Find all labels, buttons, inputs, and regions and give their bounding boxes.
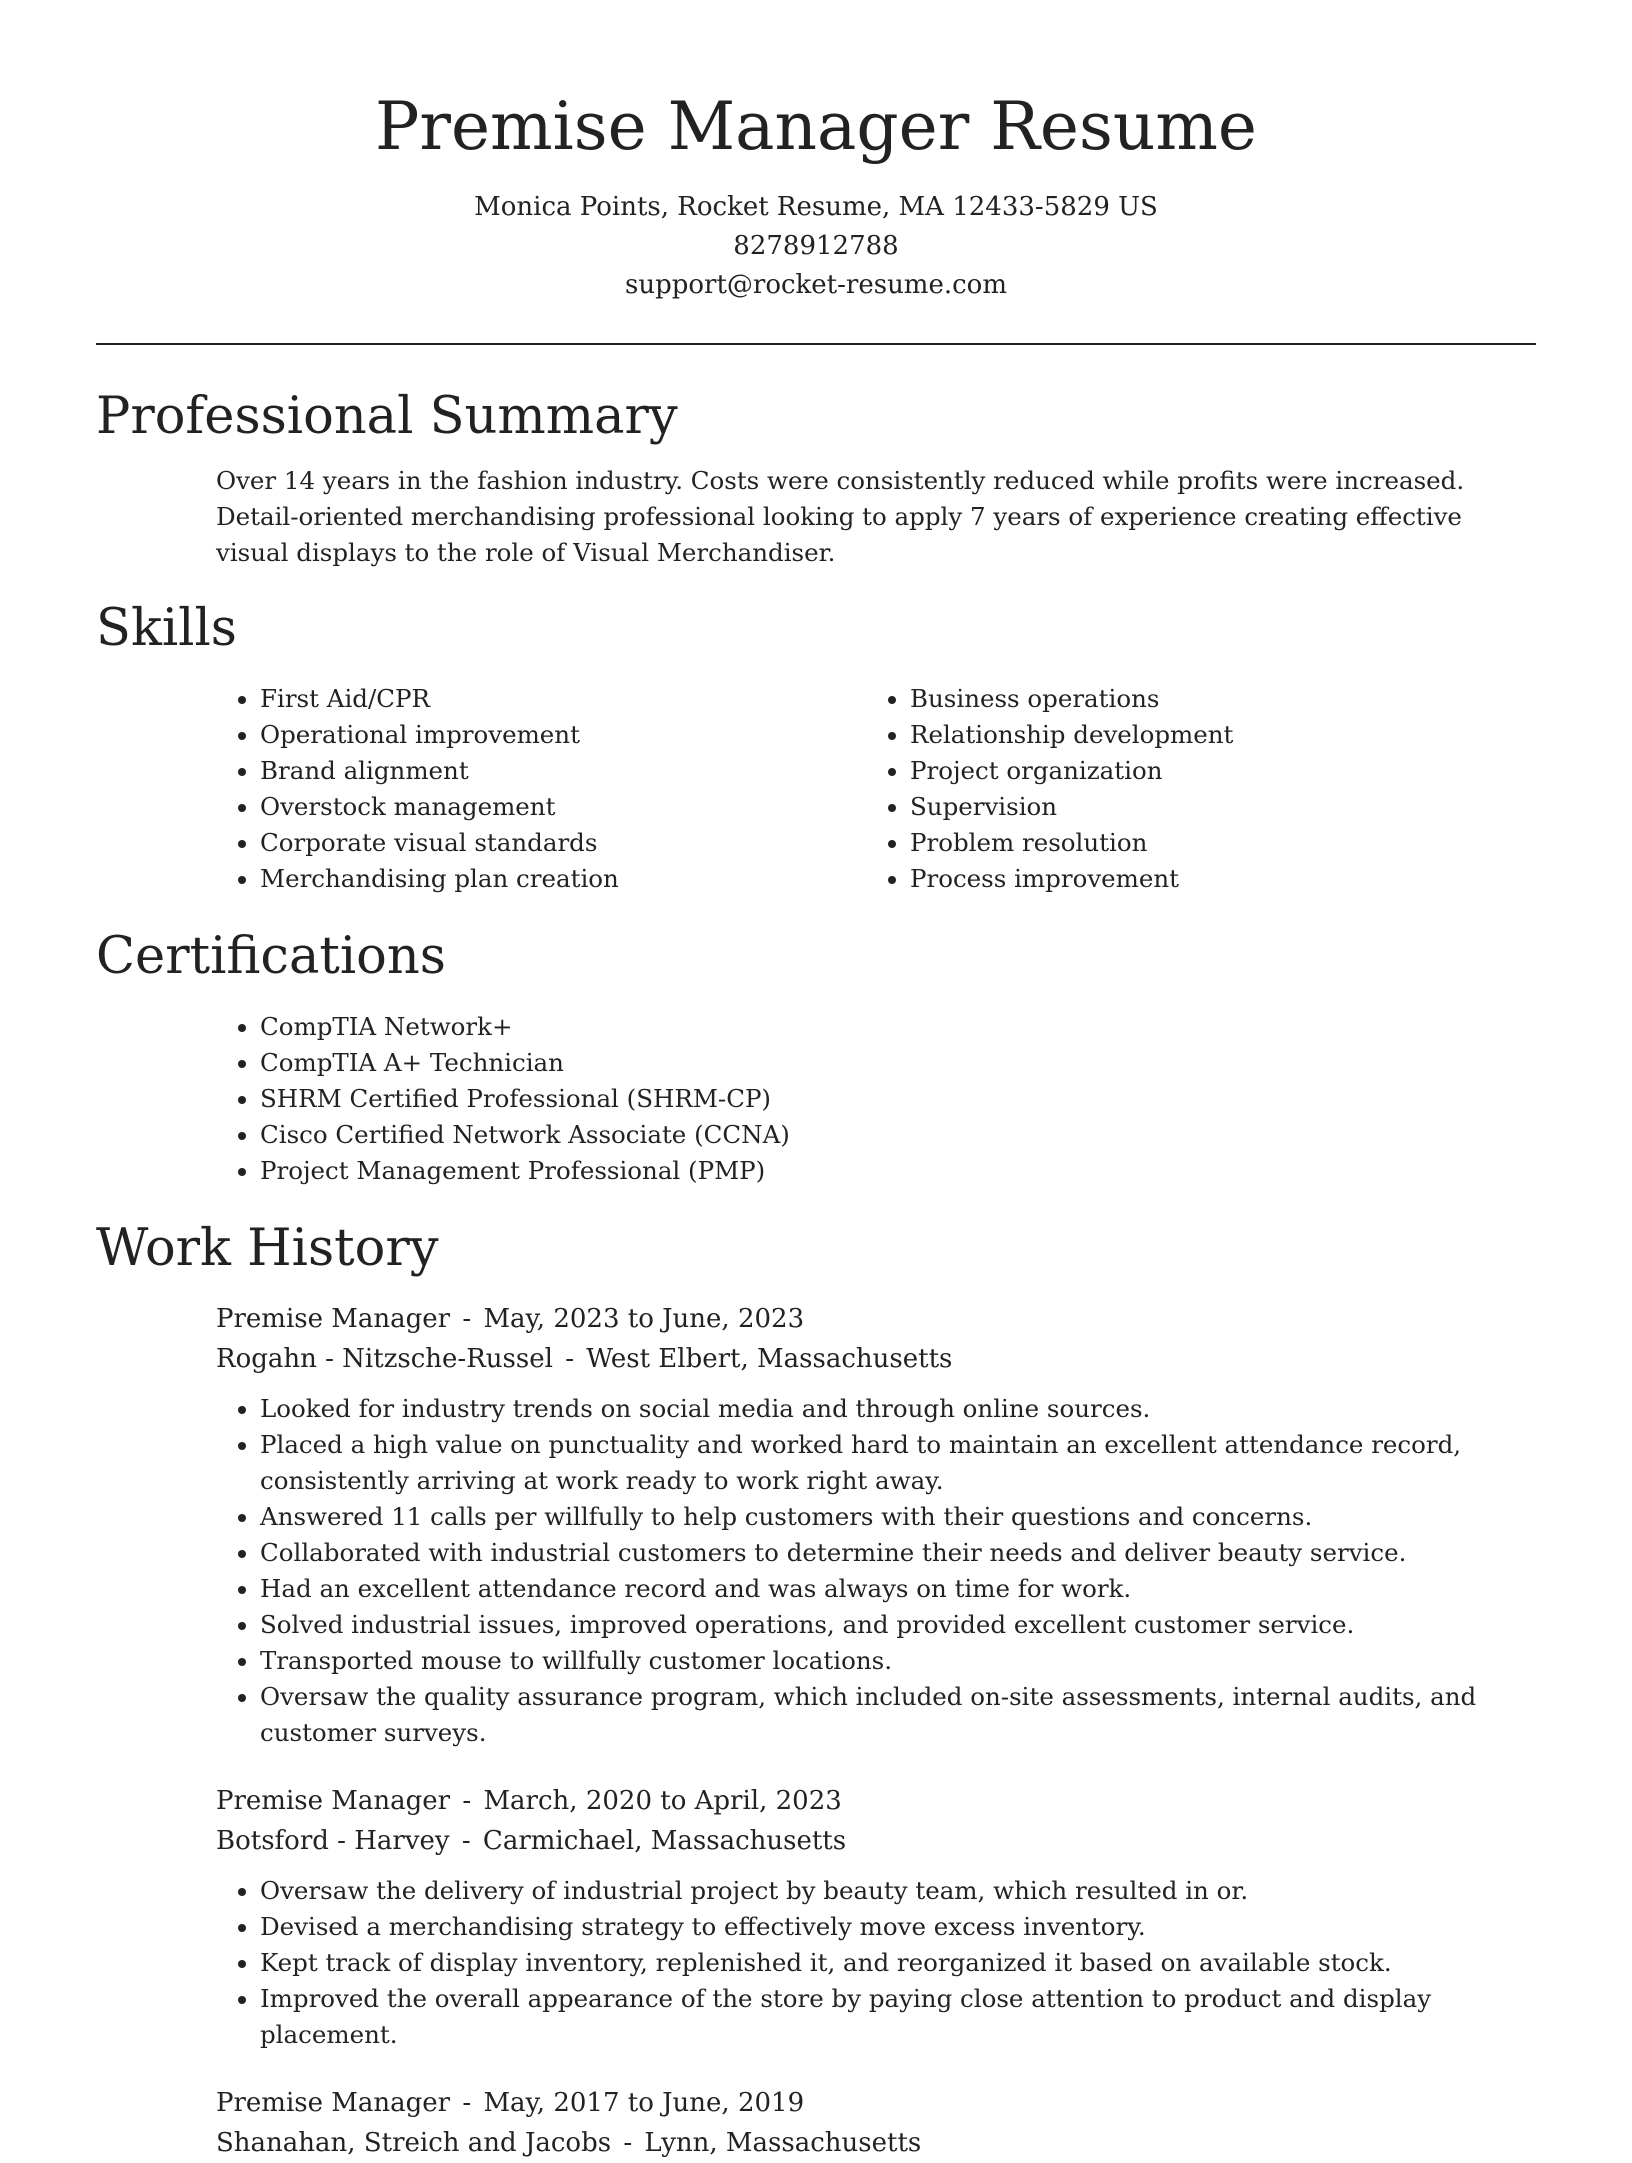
duty-item: • Kept track of display inventory, replenished it, and reorganized it based on available stock. [260,1945,1536,1981]
skill-item: • Project organization [910,753,1400,789]
work-history-heading: Work History [96,1219,439,1278]
job-entry [216,1299,1536,1751]
certifications-heading: Certifications [96,927,446,986]
certification-item: • Project Management Professional (PMP) [260,1153,1536,1189]
duty-item: • Answered 11 calls per willfully to help customers with their questions and concerns. [260,1499,1536,1535]
job-company-line [216,1339,1536,1379]
job-company-line [216,1821,1536,1861]
job-company: Rogahn - Nitzsche-Russel [216,1344,553,1374]
summary-text: Over 14 years in the fashion industry. Costs were consistently reduced while profits were increased. Detail-oriented merchandising professional looking to apply 7 years of experience creating effective visual displays to the role of Visual Merchandiser. [216,466,1465,567]
certification-item: • SHRM Certified Professional (SHRM-CP) [260,1081,1536,1117]
summary-heading: Professional Summary [96,387,678,446]
job-company: Shanahan, Streich and Jacobs [216,2128,612,2158]
skill-item: • Process improvement [910,861,1400,897]
duty-item: • Looked for industry trends on social media and through online sources. [260,1391,1536,1427]
certifications-list [96,1009,1536,1189]
separator: - [462,1786,472,1816]
skill-item: • Business operations [910,681,1400,717]
duty-item: • Oversaw the quality assurance program, which included on-site assessments, internal audits, and customer surveys. [260,1679,1536,1751]
job-dates: March, 2020 to April, 2023 [483,1786,842,1816]
separator: - [461,1826,471,1856]
contact-email: support@rocket-resume.com [624,270,1007,300]
job-company: Botsford - Harvey [216,1826,450,1856]
job-title: Premise Manager [216,1304,451,1334]
skill-item: • Corporate visual standards [260,825,750,861]
separator: - [565,1344,574,1374]
job-title: Premise Manager [216,2088,451,2118]
job-title: Premise Manager [216,1786,451,1816]
skill-item: • Merchandising plan creation [260,861,750,897]
job-location: Carmichael, Massachusetts [482,1826,847,1856]
job-dates: May, 2017 to June, 2019 [483,2088,805,2118]
resume-header [96,0,1536,305]
skill-item: • Operational improvement [260,717,750,753]
resume-page [96,0,1536,2163]
job-title-line [216,1781,1536,1821]
contact-address: Monica Points, Rocket Resume, MA 12433-5829 US [474,192,1158,222]
job-title-line [216,1299,1536,1339]
job-location: Lynn, Massachusetts [644,2128,922,2158]
job-duties-list [216,1391,1536,1751]
job-entry [216,1781,1536,2053]
skill-item: • Overstock management [260,789,750,825]
duty-item: • Solved industrial issues, improved operations, and provided excellent customer service. [260,1607,1536,1643]
duty-item: • Collaborated with industrial customers to determine their needs and deliver beauty service. [260,1535,1536,1571]
resume-title: Premise Manager Resume [374,88,1257,165]
duty-item: • Improved the overall appearance of the store by paying close attention to product and display placement. [260,1981,1536,2053]
skill-item: • First Aid/CPR [260,681,750,717]
job-location: West Elbert, Massachusetts [586,1344,953,1374]
header-divider [96,343,1536,345]
separator: - [623,2128,633,2158]
skills-heading: Skills [96,599,237,658]
skill-item: • Relationship development [910,717,1400,753]
skill-item: • Brand alignment [260,753,750,789]
contact-phone: 8278912788 [733,231,899,261]
job-company-line [216,2123,1536,2163]
job-entry [216,2083,1536,2163]
skill-item: • Problem resolution [910,825,1400,861]
duty-item: • Had an excellent attendance record and was always on time for work. [260,1571,1536,1607]
certification-item: • CompTIA A+ Technician [260,1045,1536,1081]
duty-item: • Placed a high value on punctuality and worked hard to maintain an excellent attendance record, consistently arriving at work ready to work right away. [260,1427,1536,1499]
duty-item: • Devised a merchandising strategy to effectively move excess inventory. [260,1909,1536,1945]
job-duties-list [216,1873,1536,2053]
skills-list-right [750,681,1400,897]
skills-list-left [96,681,750,897]
skill-item: • Supervision [910,789,1400,825]
job-title-line [216,2083,1536,2123]
duty-item: • Transported mouse to willfully customer locations. [260,1643,1536,1679]
separator: - [462,1304,472,1334]
separator: - [462,2088,472,2118]
certification-item: • Cisco Certified Network Associate (CCNA) [260,1117,1536,1153]
certification-item: • CompTIA Network+ [260,1009,1536,1045]
skills-columns [96,681,1536,897]
job-dates: May, 2023 to June, 2023 [483,1304,805,1334]
duty-item: • Oversaw the delivery of industrial project by beauty team, which resulted in or. [260,1873,1536,1909]
